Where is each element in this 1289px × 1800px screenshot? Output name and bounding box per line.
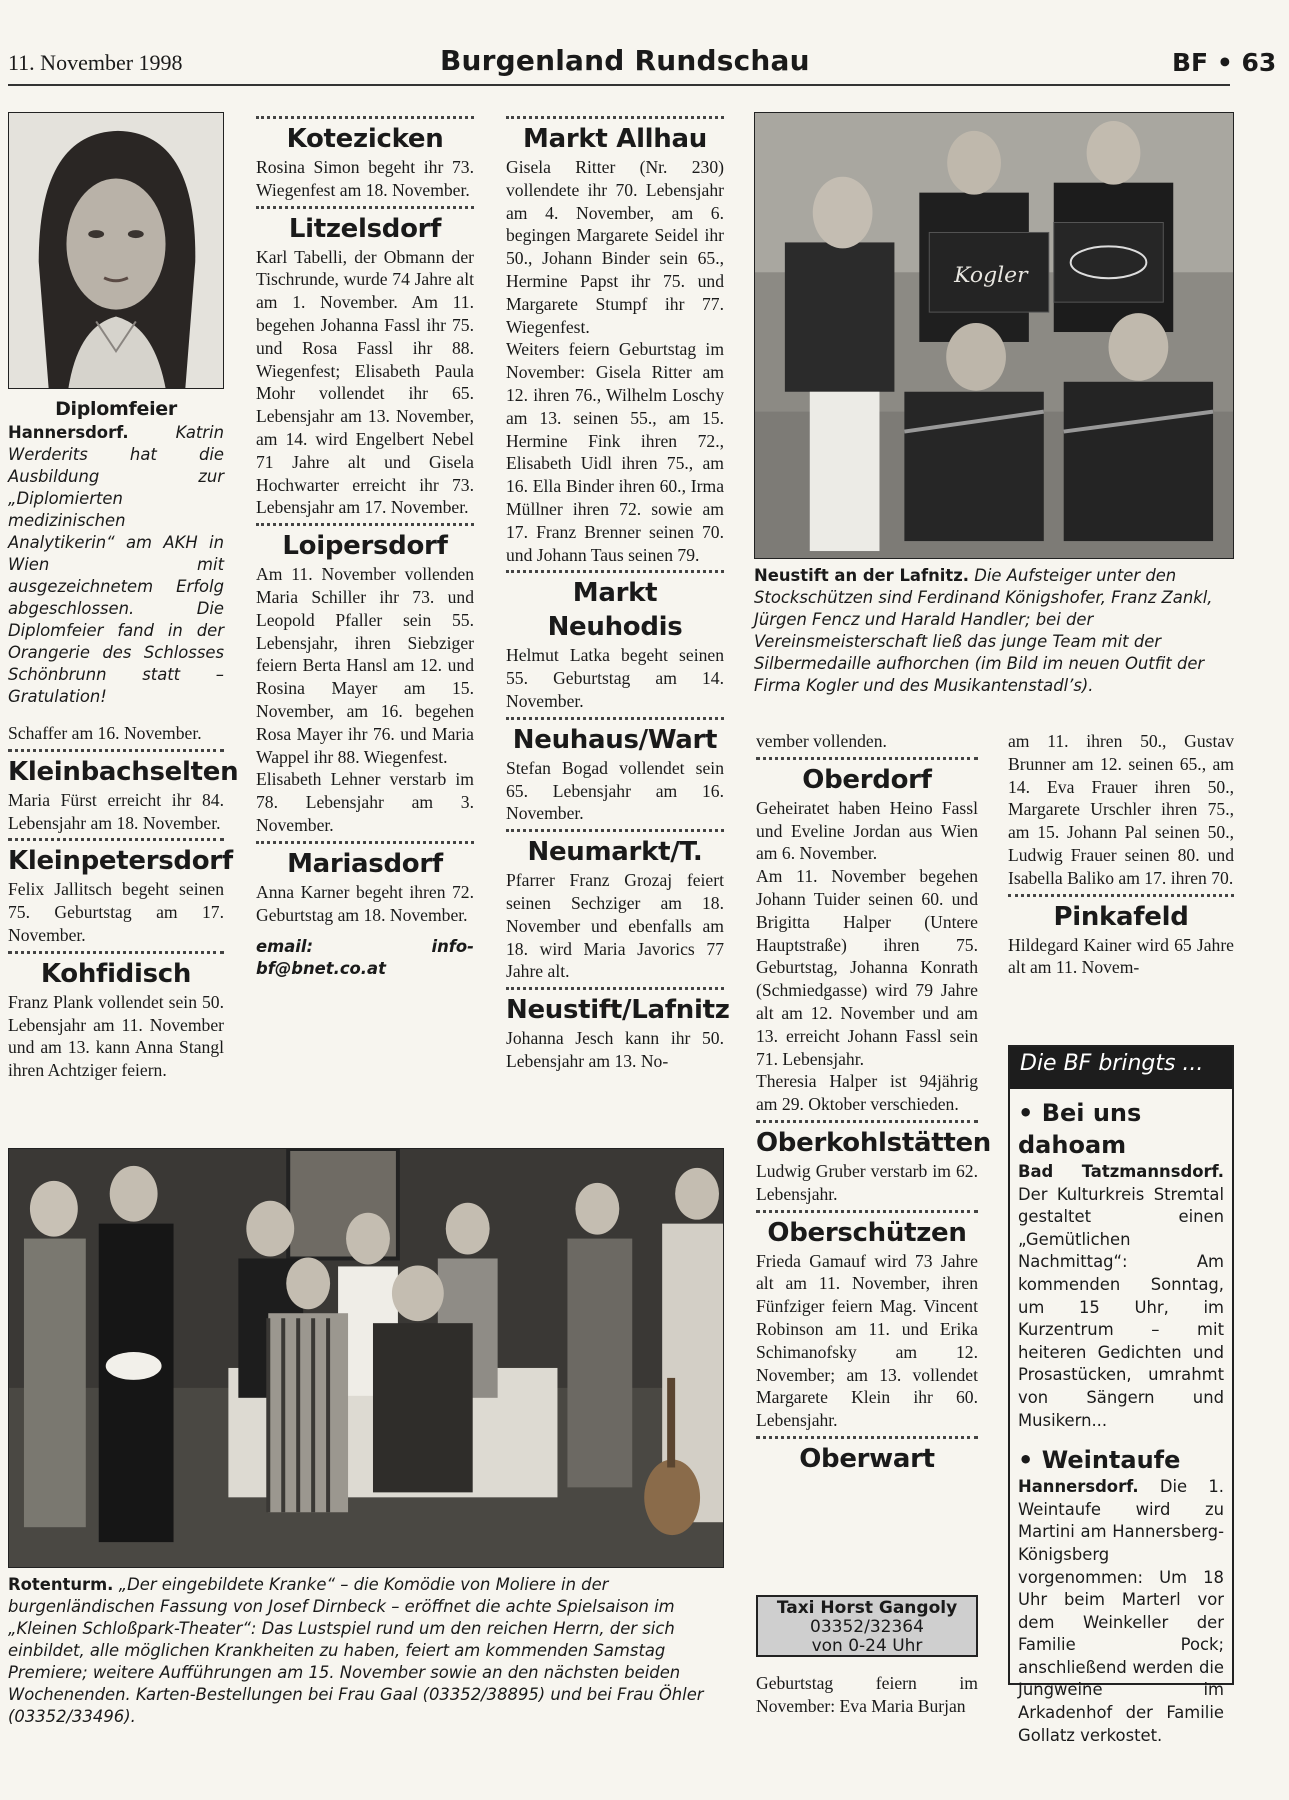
- section-text: Gisela Ritter (Nr. 230) vollendete ihr 70. Lebensjahr am 4. November, am 6. begingen Margarete Seidel ihr 50., Johann Binder sein 65., Hermine Papst ihr 75. und Margarete Stumpf ihr 77. Wiegenfest.: [506, 157, 724, 337]
- continued-text: vember vollenden.: [756, 731, 887, 751]
- newspaper-title: Burgenland Rundschau: [440, 44, 810, 77]
- section-heading: Kleinbachselten: [8, 756, 239, 787]
- shirt-logo: Kogler: [954, 263, 1028, 289]
- column-1: [8, 396, 239, 1082]
- dotted-divider: [756, 1436, 978, 1439]
- section-text: Karl Tabelli, der Obmann der Tischrunde, wurde 74 Jahre alt am 1. November. Am 11. begehen Johanna Fassl ihr 75. und Rosa Fassl ihr 88. Wiegenfest; Elisabeth Paula Mohr vollendet ihr 65. Lebensjahr am 13. November, am 14. wird Engelbert Nebel 71 Jahre alt und Gisela Hochwarter erreicht ihr 73. Lebensjahr am 17. November.: [256, 246, 474, 518]
- section-heading: Loipersdorf: [282, 531, 448, 562]
- theater-photo: [8, 1148, 724, 1568]
- dotted-divider: [8, 749, 224, 752]
- taxi-name: Taxi Horst Gangoly: [776, 1598, 958, 1618]
- dotted-divider: [256, 841, 474, 844]
- diplomfeier-caption: Hannersdorf. Katrin Werderits hat die Ausbildung zur „Diplomierten medizinischen Analytikerin“ am AKH in Wien mit ausgezeichnetem Erfolg abgeschlossen. Die Diplomfeier fand in der Orangerie des Schlosses Schönbrunn statt – Gratulation!: [8, 423, 224, 706]
- section-text: Geburtstag feiern im November: Eva Maria Burjan: [756, 1673, 978, 1716]
- bf-item-text: Bad Tatzmannsdorf. Der Kulturkreis Stremtal gestaltet einen „Gemütlichen Nachmittag“: Am kommenden Sonntag, um 15 Uhr, im Kurzentrum – mit heiteren Gedichten und Prosastücken, umrahmt von Sängern und Musikern...: [1018, 1162, 1224, 1430]
- section-text: Anna Karner begeht ihren 72. Geburtstag am 18. November.: [256, 881, 474, 925]
- taxi-hours: von 0-24 Uhr: [811, 1636, 923, 1656]
- section-text: Hildegard Kainer wird 65 Jahre alt am 11. Novem-: [1008, 934, 1234, 978]
- portrait-image: [9, 113, 223, 388]
- column-5: [1008, 730, 1234, 979]
- bf-box-title: Die BF bringts ...: [1010, 1047, 1232, 1089]
- team-image: [755, 113, 1233, 558]
- dotted-divider: [506, 570, 724, 573]
- section-text: Maria Fürst erreicht ihr 84. Lebensjahr am 18. November.: [8, 789, 224, 833]
- team-photo-caption: Neustift an der Lafnitz. Die Aufsteiger unter den Stockschützen sind Ferdinand Königshofer, Franz Zankl, Jürgen Fencz und Harald Handler; bei der Vereinsmeisterschaft ließ das junge Team mit der Silbermedaille aufhorchen (im Bild im neuen Outfit der Firma Kogler und des Musikantenstadl’s).: [754, 566, 1213, 695]
- section-text: Theresia Halper ist 94jährig am 29. Oktober verschieden.: [756, 1071, 978, 1115]
- section-text: Am 11. November vollenden Maria Schiller ihr 73. und Leopold Pfaller sein 55. Lebensjahr, ihren Siebziger feiern Berta Hansl am 12. und Rosina Mayer am 15. November, am 16. begehen Rosa Mayer ihr 76. und Maria Wappel ihr 88. Wiegenfest.: [256, 564, 474, 767]
- section-text: Frieda Gamauf wird 73 Jahre alt am 11. November, ihren Fünfziger feiern Mag. Vincent Robinson am 11. und Erika Schimanofsky am 12. November; am 13. vollendet Margarete Klein ihr 60. Lebensjahr.: [756, 1250, 978, 1431]
- dotted-divider: [506, 987, 724, 990]
- team-photo: [754, 112, 1234, 559]
- section-text: Stefan Bogad vollendet sein 65. Lebensjahr am 16. November.: [506, 757, 724, 824]
- dotted-divider: [506, 717, 724, 720]
- section-heading: Mariasdorf: [287, 848, 443, 879]
- section-heading: Neustift/Lafnitz: [506, 995, 730, 1026]
- header-rule: [8, 84, 1230, 86]
- page-number: BF • 63: [1172, 48, 1277, 77]
- section-heading: Neumarkt/T.: [527, 837, 703, 868]
- issue-date: 11. November 1998: [8, 50, 183, 75]
- section-heading: Markt Neuhodis: [547, 578, 683, 643]
- column-3: [506, 112, 730, 1073]
- section-text: Rosina Simon begeht ihr 73. Wiegenfest am 18. November.: [256, 157, 474, 200]
- dotted-divider: [506, 116, 724, 119]
- bf-item-heading: • Weintaufe: [1018, 1446, 1181, 1475]
- section-text: Am 11. November begehen Johann Tuider seinen 60. und Brigitta Halper (Untere Hauptstraße) ihren 75. Geburtstag, Johanna Konrath (Schmiedgasse) wird 79 Jahre alt am 12. November und am 13. erreicht Johann Fassl sein 71. Lebensjahr.: [756, 866, 978, 1069]
- column-4: [756, 730, 991, 1476]
- section-text: Franz Plank vollendet sein 50. Lebensjahr am 11. November und am 13. kann Anna Stangl ihren Achtziger feiern.: [8, 991, 224, 1081]
- dotted-divider: [8, 838, 224, 841]
- section-heading: Markt Allhau: [523, 124, 707, 154]
- dotted-divider: [756, 1210, 978, 1213]
- section-heading: Oberdorf: [802, 764, 932, 795]
- column-2: [256, 112, 474, 980]
- section-heading: Kohfidisch: [40, 958, 192, 989]
- section-text: Geheiratet haben Heino Fassl und Eveline Jordan aus Wien am 6. November.: [756, 797, 978, 864]
- section-heading: Pinkafeld: [1053, 901, 1189, 932]
- continued-text: Schaffer am 16. November.: [8, 723, 202, 743]
- diplomfeier-heading: Diplomfeier: [55, 398, 177, 420]
- dotted-divider: [756, 757, 978, 760]
- theater-photo-caption: Rotenturm. „Der eingebildete Kranke“ – die Komödie von Moliere in der burgenländischen Fassung von Josef Dirnbeck – eröffnet die achte Spielsaison im „Kleinen Schloßpark-Theater“: Das Lustspiel rund um den reichen Herrn, der sich einbildet, alle möglichen Krankheiten zu haben, feiert am kommenden Samstag Premiere; weitere Aufführungen am 15. November sowie an den nächsten beiden Wochenenden. Karten-Bestellungen bei Frau Gaal (03352/38895) und bei Frau Öhler (03352/33496).: [8, 1575, 704, 1726]
- dotted-divider: [256, 206, 474, 209]
- section-text: Elisabeth Lehner verstarb im 78. Lebensjahr am 3. November.: [256, 769, 474, 835]
- section-heading: Oberwart: [799, 1443, 935, 1474]
- section-heading: Neuhaus/Wart: [512, 724, 718, 755]
- taxi-advertisement: [756, 1595, 978, 1657]
- section-heading: Kleinpetersdorf: [8, 846, 233, 877]
- bf-bringts-box: [1008, 1045, 1234, 1745]
- section-text: Ludwig Gruber verstarb im 62. Lebensjahr.: [756, 1160, 978, 1204]
- taxi-phone: 03352/32364: [810, 1617, 924, 1637]
- section-text: Felix Jallitsch begeht seinen 75. Geburtstag am 17. November.: [8, 879, 224, 945]
- dotted-divider: [756, 1120, 978, 1123]
- portrait-photo: [8, 112, 224, 389]
- dotted-divider: [256, 523, 474, 526]
- continued-text: am 11. ihren 50., Gustav Brunner am 12. seinen 65., am 14. Eva Frauer ihren 50., Margarete Urschler ihren 75., am 15. Johann Pal seinen 50., Ludwig Frauer seinen 80. und Isabella Baliko am 17. ihren 70.: [1008, 731, 1234, 888]
- theater-image: [9, 1149, 723, 1567]
- dotted-divider: [8, 951, 224, 954]
- dotted-divider: [506, 829, 724, 832]
- section-text: Johanna Jesch kann ihr 50. Lebensjahr am 13. No-: [506, 1028, 724, 1071]
- section-text: Weiters feiern Geburtstag im November: Gisela Ritter am 12. ihren 76., Wilhelm Loschy am 13. seinen 55., am 15. Hermine Fink ihren 72., Elisabeth Uidl ihren 75., am 16. Ella Binder ihren 60., Irma Müllner ihren 72. sowie am 17. Franz Brenner seinen 70. und Johann Taus seinen 79.: [506, 339, 724, 565]
- email-address[interactable]: email: info-bf@bnet.co.at: [256, 937, 474, 979]
- section-heading: Oberkohlstätten: [756, 1127, 991, 1158]
- dotted-divider: [1008, 894, 1234, 897]
- bf-item-text: Hannersdorf. Die 1. Weintaufe wird zu Martini am Hannersberg-Königsberg vorgenommen: Um 18 Uhr beim Marterl vor dem Weinkeller der Familie Pock; anschließend werden die Jungweine im Arkadenhof der Familie Gollatz verkostet.: [1018, 1477, 1224, 1745]
- section-heading: Kotezicken: [286, 124, 444, 154]
- section-heading: Litzelsdorf: [288, 213, 442, 244]
- column-4-end: [756, 1672, 978, 1718]
- dotted-divider: [256, 116, 474, 119]
- section-text: Pfarrer Franz Grozaj feiert seinen Sechziger am 18. November und ebenfalls am 18. wird Maria Javorics 77 Jahre alt.: [506, 870, 724, 982]
- section-heading: Oberschützen: [767, 1217, 967, 1248]
- section-text: Helmut Latka begeht seinen 55. Geburtstag am 14. November.: [506, 645, 724, 711]
- bf-item-heading: • Bei uns dahoam: [1018, 1099, 1142, 1159]
